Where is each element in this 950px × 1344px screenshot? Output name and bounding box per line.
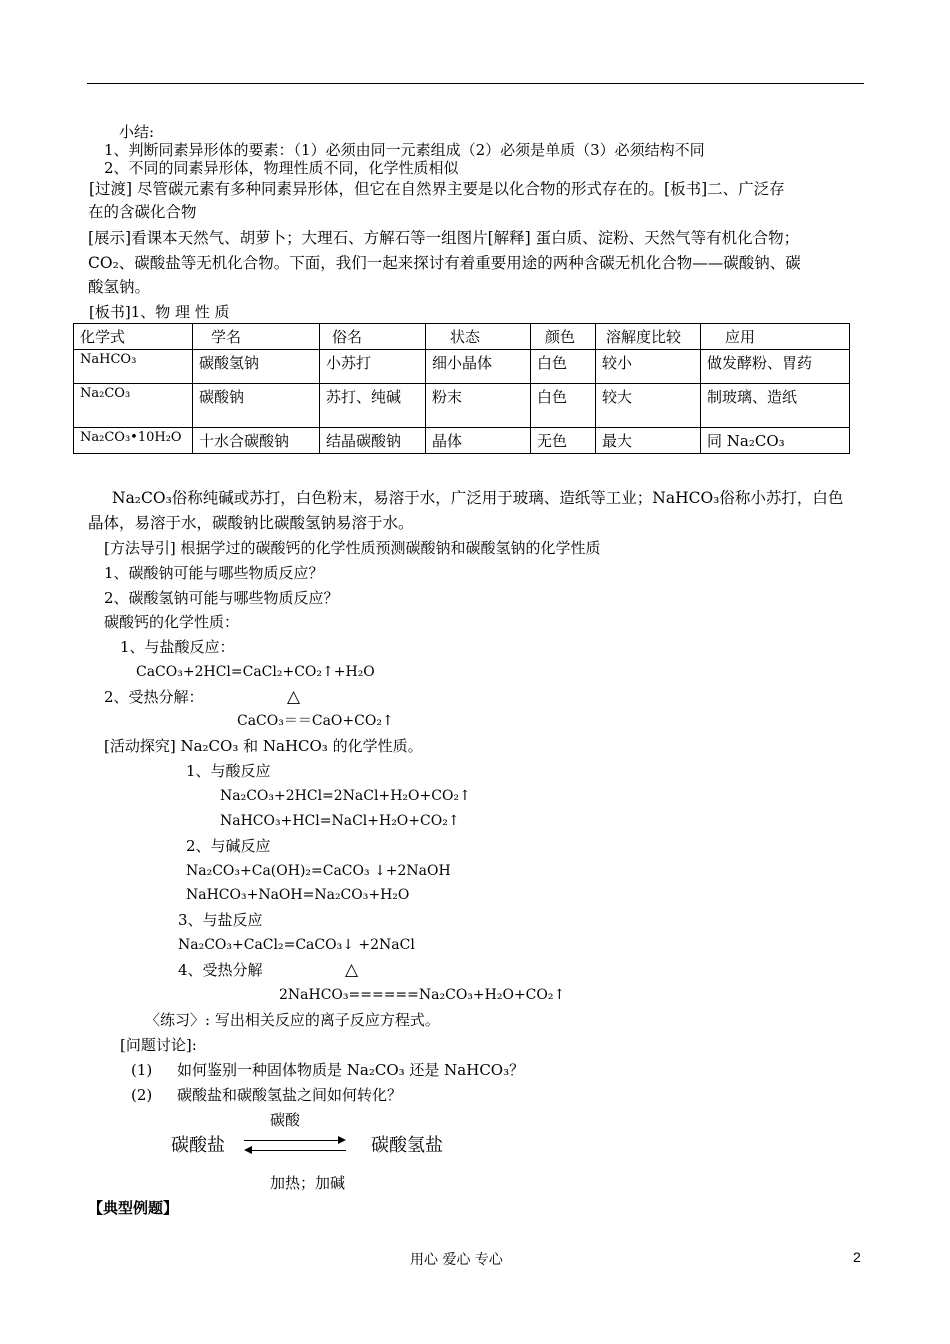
summary-point-1: 1、判断同素异形体的要素：（1）必须由同一元素组成（2）必须是单质（3）必须结构不同 <box>104 141 705 159</box>
activity-section-1-title: 1、与酸反应 <box>186 762 271 780</box>
activity-section-3-equation-1: Na₂CO₃+CaCl₂=CaCO₃↓ +2NaCl <box>178 937 415 953</box>
table-cell: Na₂CO₃ <box>74 384 193 428</box>
caco3-reaction-1-title: 1、与盐酸反应： <box>120 638 235 656</box>
transition-line-1: [过渡] 尽管碳元素有多种同素异形体，但它在自然界主要是以化合物的形式存在的。[板书]二、广泛存 <box>89 180 785 198</box>
activity-section-3-title: 3、与盐反应 <box>178 911 263 929</box>
table-row <box>74 350 850 384</box>
activity-section-2-equation-2: NaHCO₃+NaOH=Na₂CO₃+H₂O <box>186 887 410 903</box>
table-cell: 碳酸钠 <box>193 384 320 428</box>
table-header-cell: 状态 <box>426 324 531 350</box>
table-cell: 十水合碳酸钠 <box>193 428 320 454</box>
table-header-cell: 溶解度比较 <box>596 324 701 350</box>
table-cell: 做发酵粉、胃药 <box>701 350 850 384</box>
page-footer: 用心 爱心 专心 <box>410 1252 503 1268</box>
table-header-cell: 应用 <box>701 324 850 350</box>
table-cell: 晶体 <box>426 428 531 454</box>
activity-section-2-equation-1: Na₂CO₃+Ca(OH)₂=CaCO₃ ↓+2NaOH <box>186 863 451 879</box>
heat-delta-symbol: △ <box>345 960 359 980</box>
table-cell: 制玻璃、造纸 <box>701 384 850 428</box>
table-cell: 最大 <box>596 428 701 454</box>
caco3-reaction-2-title: 2、受热分解： <box>104 688 204 706</box>
activity-section-2-title: 2、与碱反应 <box>186 837 271 855</box>
activity-section-4-title: 4、受热分解 <box>178 961 263 979</box>
table-row <box>74 428 850 454</box>
table-header-cell: 颜色 <box>531 324 596 350</box>
reverse-arrow <box>246 1150 346 1151</box>
conversion-bottom-label: 加热；加碱 <box>270 1174 346 1192</box>
table-header-row <box>74 324 850 350</box>
table-row <box>74 384 850 428</box>
method-title: [方法导引] 根据学过的碳酸钙的化学性质预测碳酸钠和碳酸氢钠的化学性质 <box>104 539 601 557</box>
conversion-right-label: 碳酸氢盐 <box>371 1135 443 1156</box>
discussion-question-2: 碳酸盐和碳酸氢盐之间如何转化？ <box>177 1086 403 1104</box>
table-cell: 小苏打 <box>320 350 426 384</box>
summary-title: 小结: <box>119 123 155 141</box>
table-header-cell: 学名 <box>193 324 320 350</box>
table-cell: 无色 <box>531 428 596 454</box>
method-question-1: 1、碳酸钠可能与哪些物质反应？ <box>104 564 324 582</box>
transition-line-2: 在的含碳化合物 <box>88 203 197 221</box>
table-cell: 白色 <box>531 350 596 384</box>
forward-arrow <box>244 1140 344 1141</box>
table-cell: 较小 <box>596 350 701 384</box>
heat-delta-symbol: △ <box>287 687 301 707</box>
conversion-top-label: 碳酸 <box>270 1111 301 1129</box>
discussion-question-2-number: (2) <box>131 1086 153 1104</box>
table-cell: 细小晶体 <box>426 350 531 384</box>
summary-point-2: 2、不同的同素异形体，物理性质不同，化学性质相似 <box>104 159 459 177</box>
header-rule <box>87 83 864 84</box>
table-header-cell: 化学式 <box>74 324 193 350</box>
examples-heading: 【典型例题】 <box>88 1199 179 1217</box>
table-header-cell: 俗名 <box>320 324 426 350</box>
activity-section-1-equation-2: NaHCO₃+HCl=NaCl+H₂O+CO₂↑ <box>220 813 460 829</box>
table-cell: 白色 <box>531 384 596 428</box>
caco3-reaction-1-equation: CaCO₃+2HCl=CaCl₂+CO₂↑+H₂O <box>136 664 375 680</box>
page-number: 2 <box>853 1249 861 1265</box>
activity-title: [活动探究] Na₂CO₃ 和 NaHCO₃ 的化学性质。 <box>104 737 423 755</box>
properties-table <box>73 323 850 454</box>
activity-section-1-equation-1: Na₂CO₃+2HCl=2NaCl+H₂O+CO₂↑ <box>220 788 471 804</box>
method-question-2: 2、碳酸氢钠可能与哪些物质反应？ <box>104 589 339 607</box>
table-cell: 苏打、纯碱 <box>320 384 426 428</box>
activity-section-4-equation-1: 2NaHCO₃======Na₂CO₃+H₂O+CO₂↑ <box>279 987 566 1003</box>
conversion-left-label: 碳酸盐 <box>171 1135 225 1156</box>
paragraph-line-2: 晶体，易溶于水，碳酸钠比碳酸氢钠易溶于水。 <box>88 514 414 532</box>
table-cell: 同 Na₂CO₃ <box>701 428 850 454</box>
reversible-arrows <box>244 1137 346 1157</box>
table-cell: NaHCO₃ <box>74 350 193 384</box>
discussion-question-1: 如何鉴别一种固体物质是 Na₂CO₃ 还是 NaHCO₃？ <box>177 1061 525 1079</box>
paragraph-line-1: Na₂CO₃俗称纯碱或苏打，白色粉末，易溶于水，广泛用于玻璃、造纸等工业；NaHCO₃俗称小苏打，白色 <box>112 489 844 507</box>
table-cell: 较大 <box>596 384 701 428</box>
display-line-1: [展示]看课本天然气、胡萝卜；大理石、方解石等一组图片[解释] 蛋白质、淀粉、天然气等有机化合物； <box>88 229 800 247</box>
caco3-title: 碳酸钙的化学性质： <box>104 613 240 631</box>
board-heading: [板书]1、物 理 性 质 <box>89 303 230 321</box>
caco3-reaction-2-equation: CaCO₃＝＝CaO+CO₂↑ <box>237 713 394 729</box>
discussion-question-1-number: (1) <box>131 1061 153 1079</box>
display-line-2: CO₂、碳酸盐等无机化合物。下面，我们一起来探讨有着重要用途的两种含碳无机化合物——碳酸钠、碳 <box>88 254 801 272</box>
display-line-3: 酸氢钠。 <box>88 278 151 296</box>
table-cell: 粉末 <box>426 384 531 428</box>
table-cell: 结晶碳酸钠 <box>320 428 426 454</box>
table-cell: 碳酸氢钠 <box>193 350 320 384</box>
discussion-title: [问题讨论]: <box>120 1036 197 1054</box>
table-cell: Na₂CO₃•10H₂O <box>74 428 193 454</box>
practice-line: 〈练习〉: 写出相关反应的离子反应方程式。 <box>145 1011 440 1029</box>
